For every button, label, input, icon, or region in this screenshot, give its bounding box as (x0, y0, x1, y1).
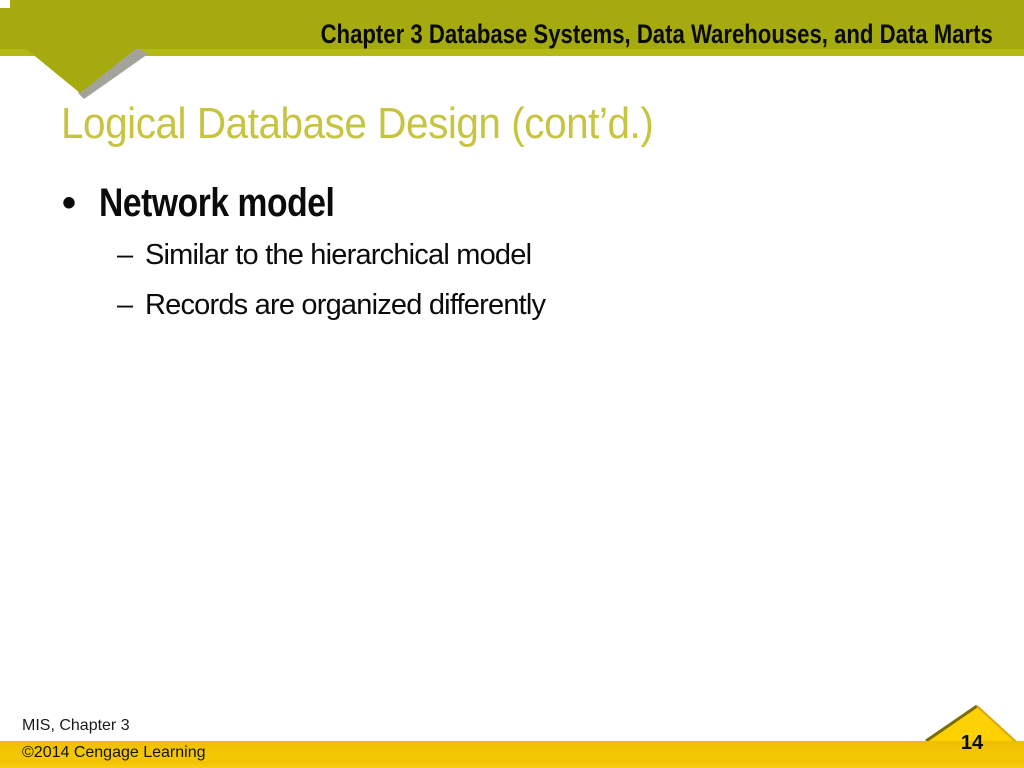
sub-bullet-similar-hierarchical (117, 240, 531, 271)
top-left-notch (0, 0, 10, 8)
page-title: Logical Database Design (cont’d.) (61, 99, 654, 148)
bullet-text: Network model (99, 181, 335, 225)
sub-bullet-text: Records are organized differently (145, 289, 546, 321)
dash-marker: – (117, 289, 133, 321)
dash-marker: – (117, 239, 133, 271)
chapter-header-title: Chapter 3 Database Systems, Data Warehouses, and Data Marts (320, 19, 993, 49)
chevron-down-icon (0, 48, 170, 102)
page-number-label: 14 (960, 732, 984, 754)
sub-bullet-records-organized (117, 290, 545, 321)
bullet-dot-marker: • (62, 181, 77, 225)
footer-course-label: MIS, Chapter 3 (22, 717, 130, 734)
footer-copyright: ©2014 Cengage Learning (22, 744, 206, 761)
sub-bullet-text: Similar to the hierarchical model (145, 239, 532, 271)
bullet-item-network-model (62, 183, 379, 223)
